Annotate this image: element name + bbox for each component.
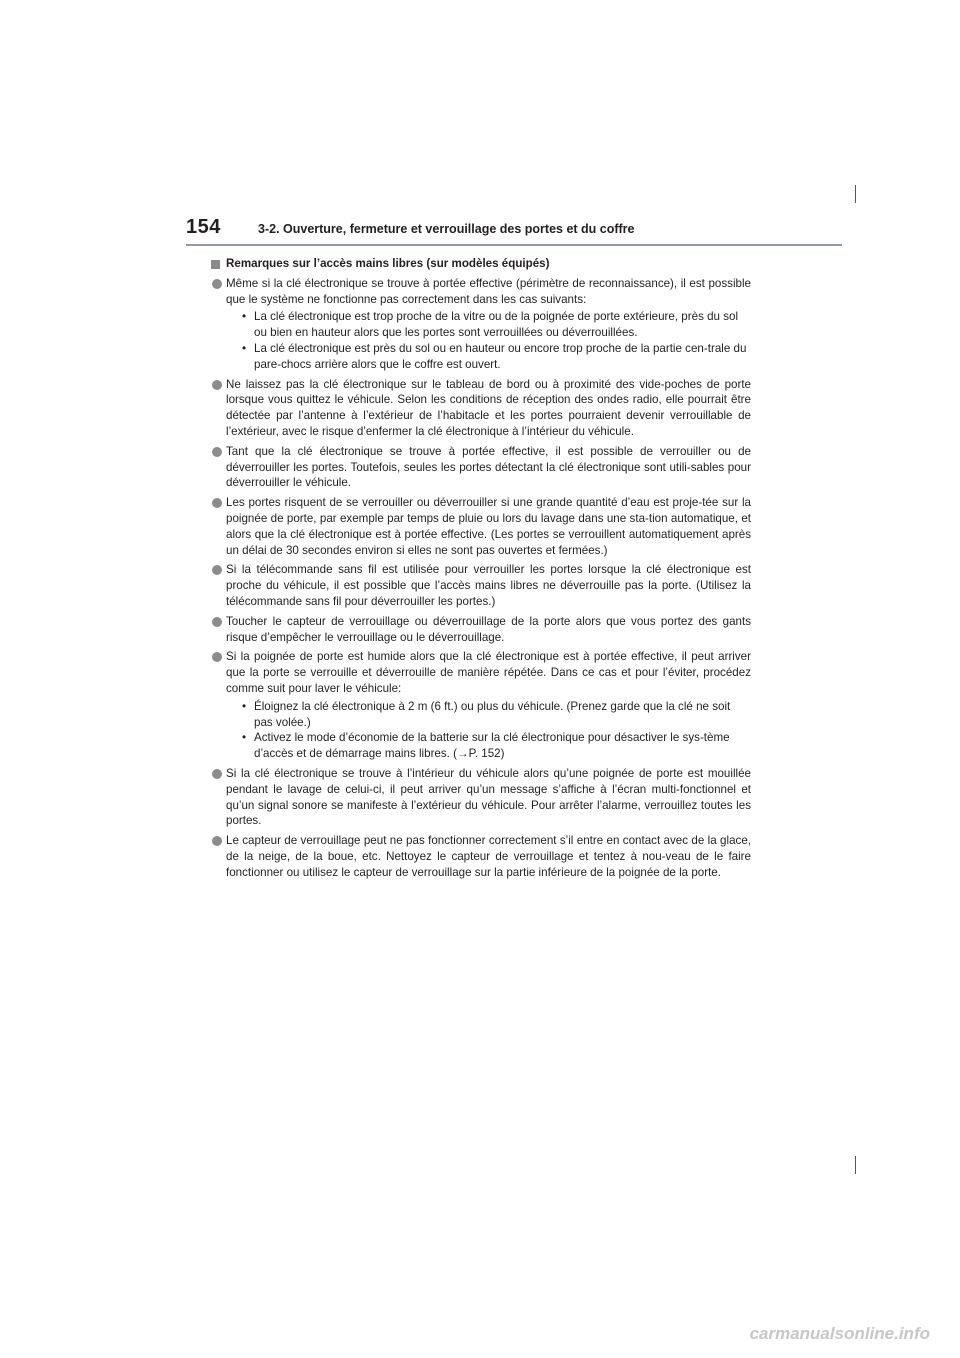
note-item xyxy=(211,444,751,491)
sub-list xyxy=(226,309,751,372)
sub-item xyxy=(242,730,751,762)
sub-item xyxy=(242,309,751,341)
crop-mark-bottom xyxy=(855,1156,856,1174)
note-text: Tant que la clé électronique se trouve à portée effective, il est possible de verrouiller ou de déverrouiller les portes. Toutefois, seules les portes détectant la clé électronique sont utili-sables pour déverrouiller le véhicule. xyxy=(226,444,751,490)
note-text: Si la poignée de porte est humide alors que la clé électronique est à portée effective, il peut arriver que la porte se verrouille et déverrouille de manière répétée. Dans ce cas et pour l’éviter, procédez comme suit pour laver le véhicule: xyxy=(226,650,751,695)
note-text: Ne laissez pas la clé électronique sur le tableau de bord ou à proximité des vide-poches de porte lorsque vous quittez le véhicule. Selon les conditions de réception des ondes radio, elle pourrait être détectée par l’antenne à l’extérieur de l’habitacle et les portes pourraient devenir verrouillable de l’extérieur, avec le risque d’enfermer la clé électronique à l’intérieur du véhicule. xyxy=(226,377,751,438)
note-item xyxy=(211,276,751,373)
small-bullet-icon: • xyxy=(242,341,247,355)
header-rule xyxy=(186,244,842,246)
small-bullet-icon: • xyxy=(242,731,247,745)
sub-item xyxy=(242,341,751,373)
sub-item-text: Activez le mode d’économie de la batterie sur la clé électronique pour désactiver le sys-tème d’accès et de démarrage mains libres. (→P. 152) xyxy=(254,731,730,761)
small-bullet-icon: • xyxy=(242,699,247,713)
sub-item-text: La clé électronique est près du sol ou en hauteur ou encore trop proche de la partie cen-trale du pare-chocs arrière alors que le coffre est ouvert. xyxy=(254,341,747,371)
sub-item xyxy=(242,699,751,731)
sub-list xyxy=(226,699,751,762)
circle-bullet-icon xyxy=(212,769,222,779)
note-item xyxy=(211,495,751,558)
notes-list xyxy=(211,276,751,881)
note-item xyxy=(211,614,751,646)
page-number: 154 xyxy=(186,216,221,238)
circle-bullet-icon xyxy=(212,836,222,846)
circle-bullet-icon xyxy=(212,617,222,627)
note-text: Si la clé électronique se trouve à l’intérieur du véhicule alors qu’une poignée de porte est mouillée pendant le lavage de celui-ci, il peut arriver qu’un message s’affiche à l’écran multi-fonctionnel et qu’un signal sonore se manifeste à l’extérieur du véhicule. Pour arrêter l’alarme, verrouillez toutes les portes. xyxy=(226,766,751,828)
note-text: Les portes risquent de se verrouiller ou déverrouiller si une grande quantité d’eau est proje-tée sur la poignée de porte, par exemple par temps de pluie ou lors du lavage dans une sta-tion automatique, et alors que la clé électronique est à portée effective. (Les portes se verrouillent automatiquement après un délai de 30 secondes environ si elles ne sont pas ouvertes et fermées.) xyxy=(226,496,751,557)
page-header xyxy=(0,0,960,250)
circle-bullet-icon xyxy=(212,279,222,289)
sub-item-text: La clé électronique est trop proche de la vitre ou de la poignée de porte extérieure, près du sol ou bien en hauteur alors que les portes sont verrouillées ou déverrouillées. xyxy=(254,310,739,340)
note-item xyxy=(211,649,751,762)
notes-section xyxy=(211,256,751,884)
circle-bullet-icon xyxy=(212,380,222,390)
small-bullet-icon: • xyxy=(242,310,247,324)
note-text: Le capteur de verrouillage peut ne pas fonctionner correctement s’il entre en contact avec de la glace, de la neige, de la boue, etc. Nettoyez le capteur de verrouillage et tentez à nou-veau de le faire fonctionner ou utilisez le capteur de verrouillage sur la partie inférieure de la poignée de la porte. xyxy=(226,834,751,879)
sub-item-text: Éloignez la clé électronique à 2 m (6 ft.) ou plus du véhicule. (Prenez garde que la clé ne soit pas volée.) xyxy=(254,699,731,729)
note-item xyxy=(211,377,751,440)
chapter-title: 3-2. Ouverture, fermeture et verrouillage des portes et du coffre xyxy=(258,222,635,236)
circle-bullet-icon xyxy=(212,565,222,575)
section-heading-text: Remarques sur l’accès mains libres (sur modèles équipés) xyxy=(226,257,550,270)
circle-bullet-icon xyxy=(212,447,222,457)
circle-bullet-icon xyxy=(212,498,222,508)
watermark: carmanualsonline.info xyxy=(749,1324,930,1343)
note-item xyxy=(211,833,751,880)
note-text: Même si la clé électronique se trouve à portée effective (périmètre de reconnaissance), il est possible que le système ne fonctionne pas correctement dans les cas suivants: xyxy=(226,276,751,306)
square-bullet-icon xyxy=(211,260,220,269)
note-item xyxy=(211,562,751,609)
circle-bullet-icon xyxy=(212,652,222,662)
section-heading xyxy=(211,256,751,272)
note-text: Si la télécommande sans fil est utilisée pour verrouiller les portes lorsque la clé électronique est proche du véhicule, il est possible que l’accès mains libres ne déverrouille pas la porte. (Utilisez la télécommande sans fil pour déverrouiller les portes.) xyxy=(226,563,751,608)
note-item xyxy=(211,766,751,829)
note-text: Toucher le capteur de verrouillage ou déverrouillage de la porte alors que vous portez des gants risque d’empêcher le verrouillage ou le déverrouillage. xyxy=(226,614,751,644)
